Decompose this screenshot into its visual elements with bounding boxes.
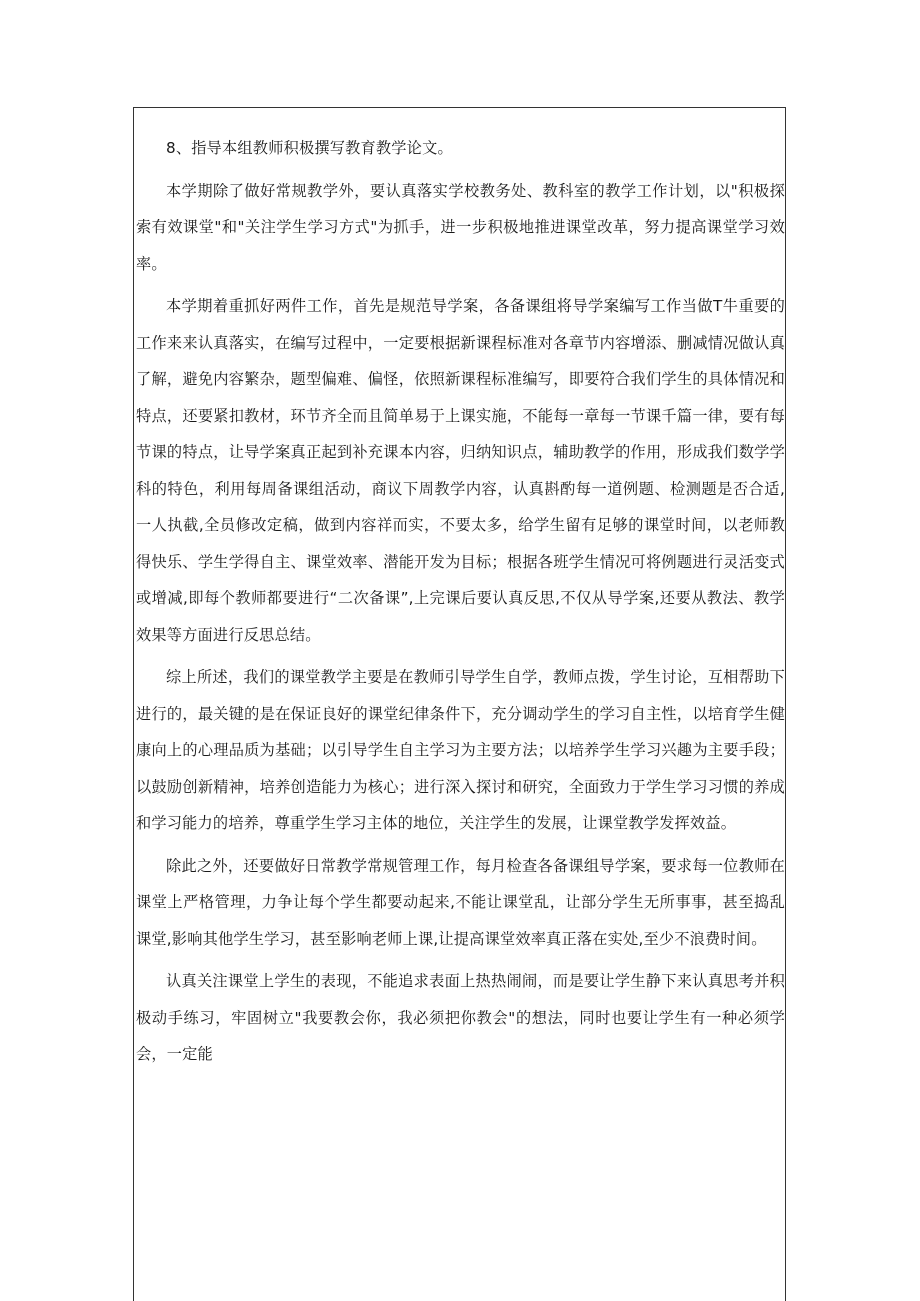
paragraph-guided-plan: 本学期着重抓好两件工作，首先是规范导学案，各备课组将导学案编写工作当做T牛重要的工作来来认真落实，在编写过程中，一定要根据新课程标准对各章节内容增添、删减情况做认真了解，避免内容繁杂，题型偏难、偏怪，依照新课程标准编写，即要符合我们学生的具体情况和特点，还要紧扣教材，环节齐全而且简单易于上课实施，不能每一章每一节课千篇一律，要有每节课的特点，让导学案真正起到补充课本内容，归纳知识点，辅助教学的作用，形成我们数学学科的特色，利用每周备课组活动，商议下周教学内容，认真斟酌每一道例题、检测题是否合适,一人执截,全员修改定稿，做到内容祥而实，不要太多，给学生留有足够的课堂时间，以老师教得快乐、学生学得自主、课堂效率、潜能开发为目标；根据各班学生情况可将例题进行灵活变式或增减,即每个教师都要进行“二次备课”,上完课后要认真反思,不仅从导学案,还要从教法、教学效果等方面进行反思总结。 <box>136 297 785 644</box>
paragraph-summary: 综上所述，我们的课堂教学主要是在教师引导学生自学，教师点拨，学生讨论，互相帮助下进行的，最关键的是在保证良好的课堂纪律条件下，充分调动学生的学习自主性，以培育学生健康向上的心理品质为基础；以引导学生自主学习为主要方法；以培养学生学习兴趣为主要手段；以鼓励创新精神，培养创造能力为核心；进行深入探讨和研究，全面致力于学生学习习惯的养成和学习能力的培养，尊重学生学习主体的地位，关注学生的发展，让课堂教学发挥效益。 <box>136 668 785 832</box>
paragraph-item-8: 8、指导本组教师积极撰写教育教学论文。 <box>166 139 453 157</box>
paragraph-student-attention: 认真关注课堂上学生的表现，不能追求表面上热热闹闹，而是要让学生静下来认真思考并积极动手练习，牢固树立"我要教会你，我必须把你教会"的想法，同时也要让学生有一种必须学会，一定能 <box>136 972 785 1063</box>
document-frame <box>133 107 786 1301</box>
document-body <box>134 108 787 1073</box>
paragraph-routine-management: 除此之外，还要做好日常教学常规管理工作，每月检查各备课组导学案，要求每一位教师在课堂上严格管理，力争让每个学生都要动起来,不能让课堂乱，让部分学生无所事事，甚至捣乱课堂,影响其他学生学习，甚至影响老师上课,让提高课堂效率真正落在实处,至少不浪费时间。 <box>136 856 785 948</box>
paragraph-semester-goal: 本学期除了做好常规教学外，要认真落实学校教务处、教科室的教学工作计划，以"积极探索有效课堂"和"关注学生学习方式"为抓手，进一步积极地推进课堂改革，努力提高课堂学习效率。 <box>136 181 785 273</box>
